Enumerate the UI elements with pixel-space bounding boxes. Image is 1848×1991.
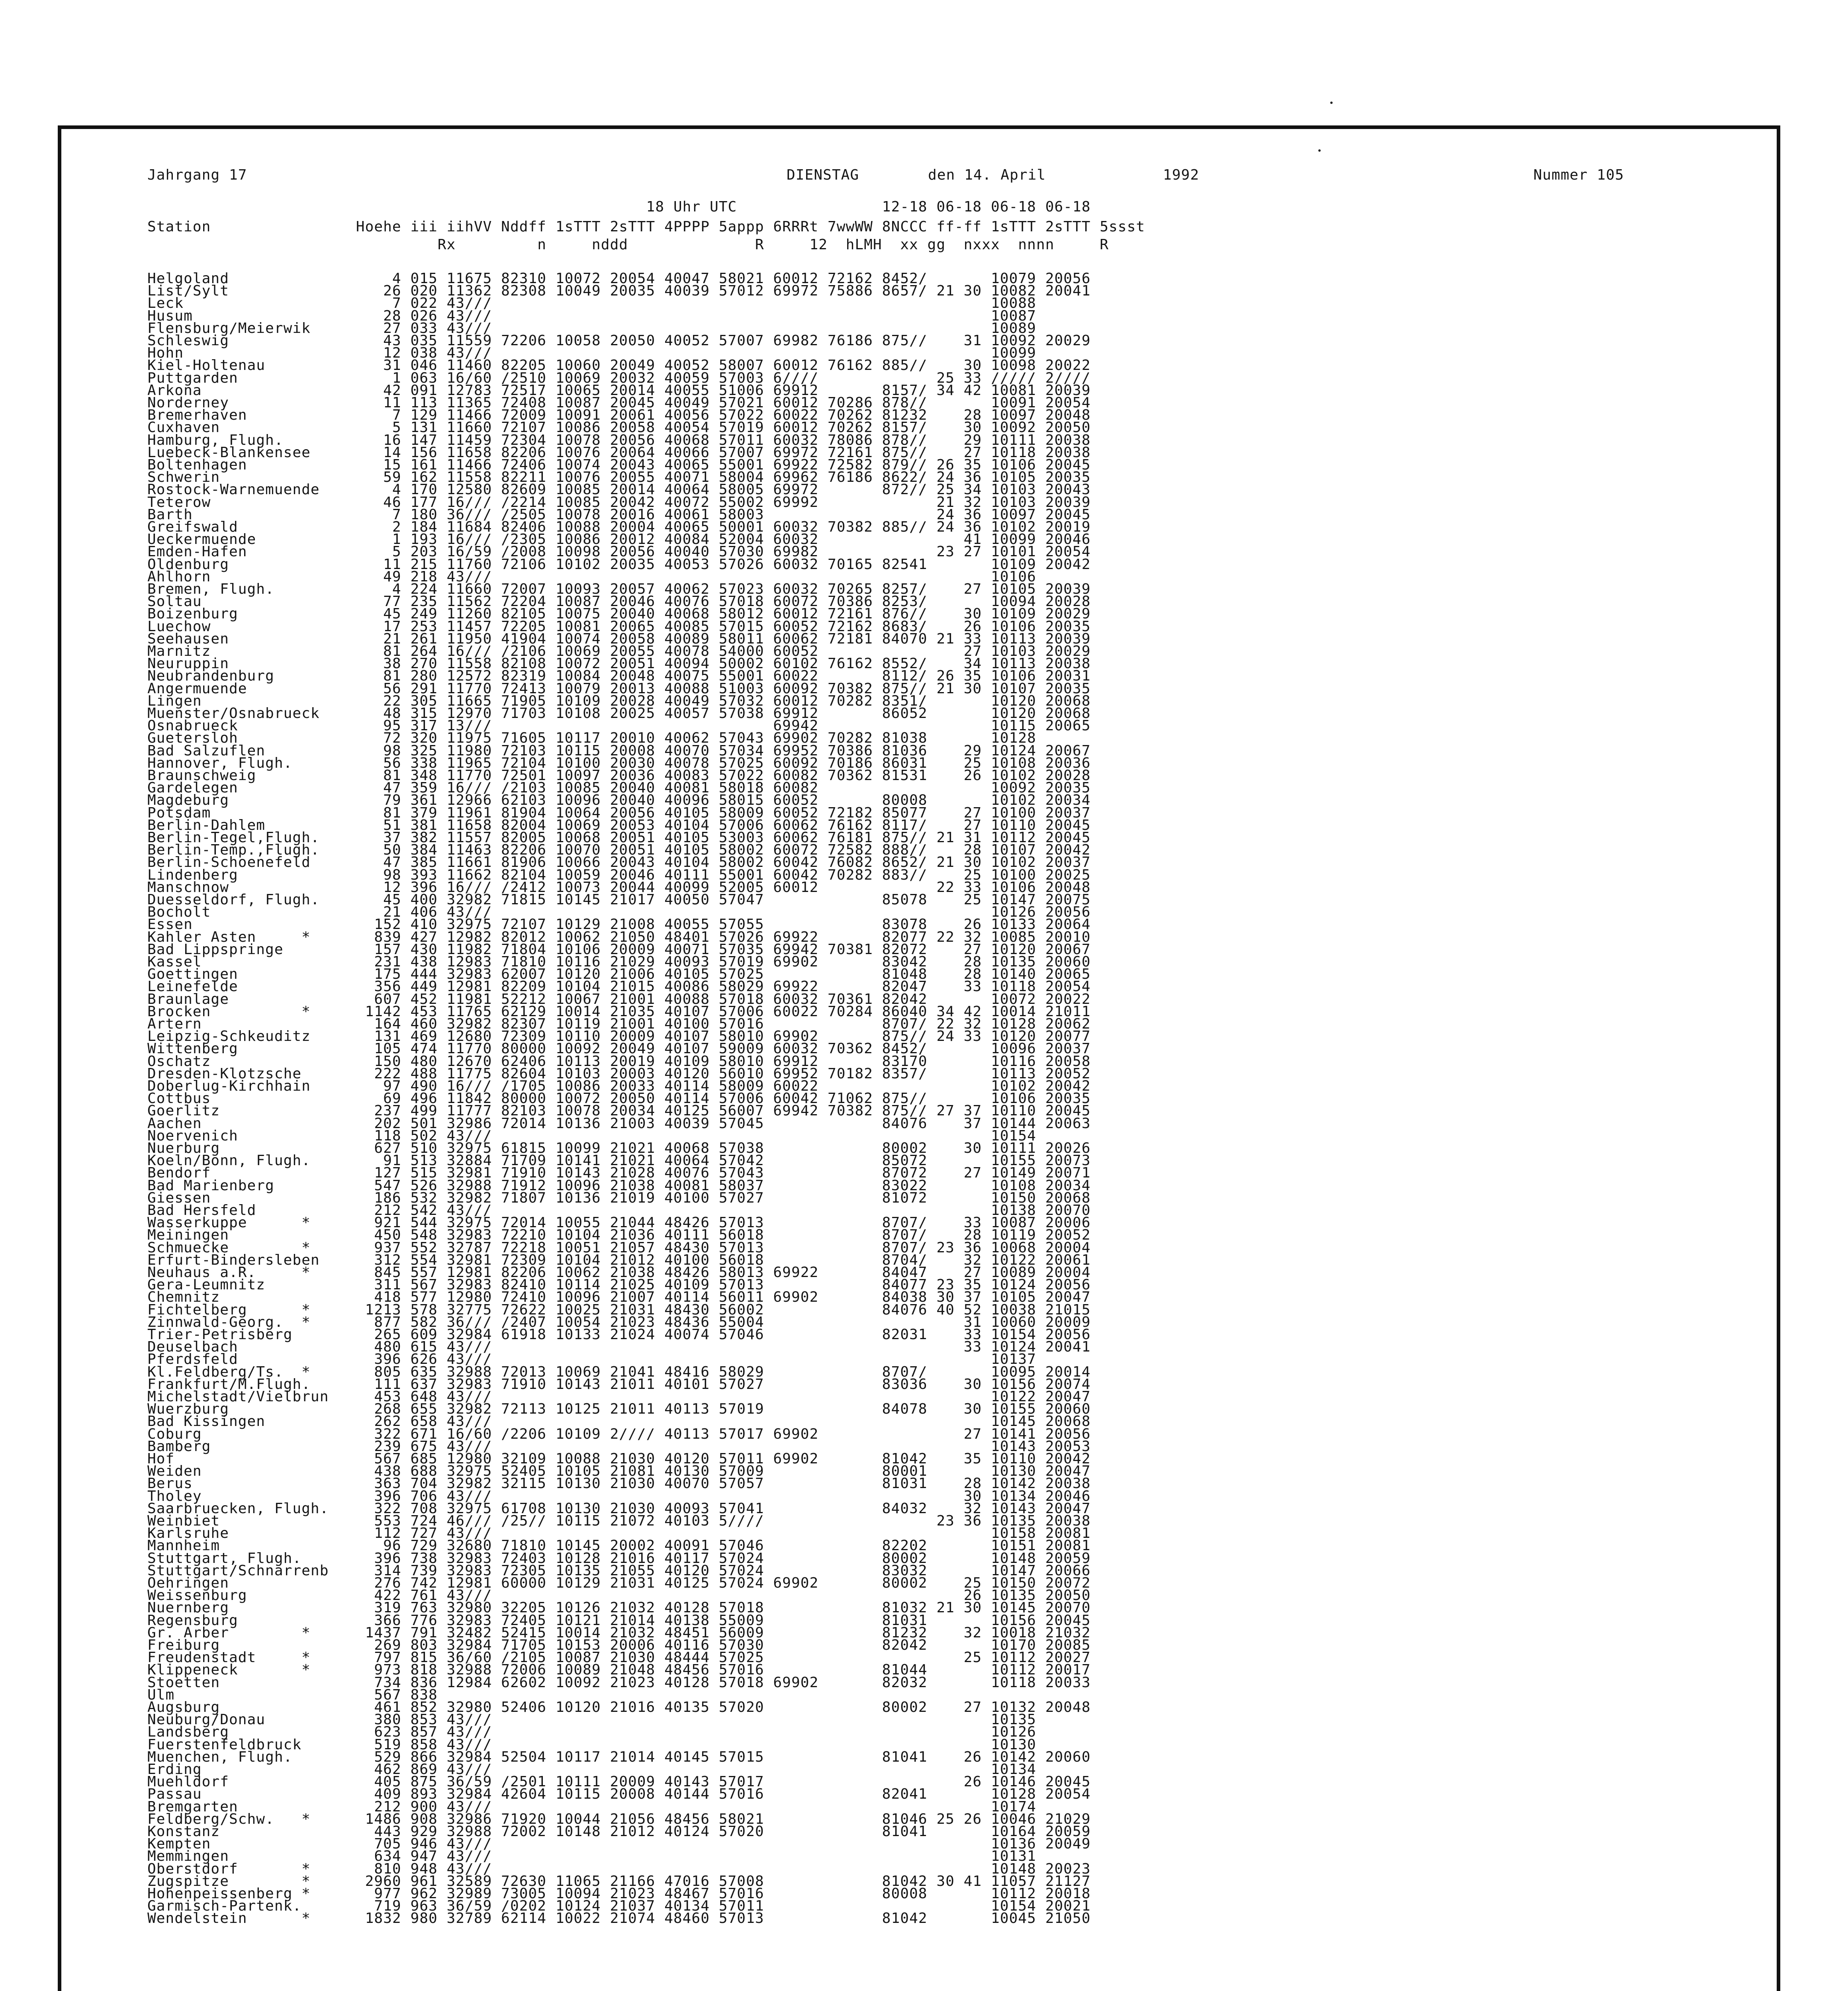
station-row: Goettingen 175 444 32983 62007 10120 21006 40105 57025 81048 28 10140 20065 bbox=[147, 966, 1091, 982]
station-row: Bremerhaven 7 129 11466 72009 10091 20061 40056 57022 60022 70262 81232 28 10097 20048 bbox=[147, 407, 1091, 423]
station-row: Marnitz 81 264 16/// /2106 10069 20055 40078 54000 60052 27 10103 20029 bbox=[147, 643, 1091, 659]
station-row: Bad Marienberg 547 526 32988 71912 10096 21038 40081 58037 83022 10108 20034 bbox=[147, 1177, 1091, 1194]
station-row: Konstanz 443 929 32988 72002 10148 21012 40124 57020 81041 10164 20059 bbox=[147, 1823, 1091, 1840]
frame-left-border bbox=[58, 125, 61, 1991]
station-row: Landsberg 623 857 43/// 10126 bbox=[147, 1724, 1036, 1740]
station-row: Bamberg 239 675 43/// 10143 20053 bbox=[147, 1438, 1091, 1455]
station-row: Neuburg/Donau 380 853 43/// 10135 bbox=[147, 1711, 1036, 1728]
issue-number: Nummer 105 bbox=[1533, 167, 1624, 183]
station-row: Oldenburg 11 215 11760 72106 10102 20035 40053 57026 60032 70165 82541 10109 20042 bbox=[147, 556, 1091, 573]
station-row: Koeln/Bonn, Flugh. 91 513 32884 71709 10141 21021 40064 57042 85072 10155 20073 bbox=[147, 1152, 1091, 1169]
station-row: Bad Kissingen 262 658 43/// 10145 20068 bbox=[147, 1413, 1091, 1430]
station-row: Bad Hersfeld 212 542 43/// 10138 20070 bbox=[147, 1202, 1091, 1218]
station-row: Wittenberg 105 474 11770 80000 10092 20049 40107 59009 60032 70362 8452/ 10096 20037 bbox=[147, 1040, 1091, 1057]
station-row: Erfurt-Bindersleben 312 554 32981 72309 10104 21012 40100 56018 8704/ 32 10122 20061 bbox=[147, 1252, 1091, 1268]
station-row: Kl.Feldberg/Ts. * 805 635 32988 72013 10069 21041 48416 58029 8707/ 10095 20014 bbox=[147, 1364, 1091, 1380]
station-row: Hannover, Flugh. 56 338 11965 72104 10100 20030 40078 57025 60092 70186 86031 25 10108 20036 bbox=[147, 755, 1091, 771]
station-row: Giessen 186 532 32982 71807 10136 21019 40100 57027 81072 10150 20068 bbox=[147, 1190, 1091, 1206]
station-row: Oehringen 276 742 12981 60000 10129 21031 40125 57024 69902 80002 25 10150 20072 bbox=[147, 1575, 1091, 1591]
station-row: Boltenhagen 15 161 11466 72406 10074 20043 40065 55001 69922 72582 879// 26 35 10106 20045 bbox=[147, 457, 1091, 473]
station-row: Schleswig 43 035 11559 72206 10058 20050 40052 57007 69982 76186 875// 31 10092 20029 bbox=[147, 332, 1091, 349]
station-row: Deuselbach 480 615 43/// 33 10124 20041 bbox=[147, 1339, 1091, 1355]
station-row: Potsdam 81 379 11961 81904 10064 20056 40105 58009 60052 72182 85077 27 10100 20037 bbox=[147, 805, 1091, 821]
station-row: Neuhaus a.R. * 845 557 12981 82206 10062 21038 48426 58013 69922 84047 27 10089 20004 bbox=[147, 1264, 1091, 1281]
weekday-label: DIENSTAG bbox=[787, 167, 859, 183]
station-row: Frankfurt/M.Flugh. 111 637 32983 71910 10143 21011 40101 57027 83036 30 10156 20074 bbox=[147, 1376, 1091, 1393]
station-row: Freudenstadt * 797 815 36/60 /2105 10087 21030 48444 57025 25 10112 20027 bbox=[147, 1649, 1091, 1666]
station-row: Angermuende 56 291 11770 72413 10079 20013 40088 51003 60092 70382 875// 21 30 10107 20035 bbox=[147, 681, 1091, 697]
station-row: Meiningen 450 548 32983 72210 10104 21036 40111 56018 8707/ 28 10119 20052 bbox=[147, 1227, 1091, 1243]
station-row: Soltau 77 235 11562 72204 10087 20046 40076 57018 60072 70386 8253/ 10094 20028 bbox=[147, 593, 1091, 610]
station-row: Erding 462 869 43/// 10134 bbox=[147, 1761, 1036, 1778]
year-label: 1992 bbox=[1163, 167, 1200, 183]
station-row: Artern 164 460 32982 82307 10119 21001 40100 57016 8707/ 22 32 10128 20062 bbox=[147, 1016, 1091, 1032]
station-row: Bremen, Flugh. 4 224 11660 72007 10093 20057 40062 57023 60032 70265 8257/ 27 10105 20039 bbox=[147, 581, 1091, 597]
station-row: Dresden-Klotzsche 222 488 11775 82604 10103 20003 40120 56010 69952 70182 8357/ 10113 20052 bbox=[147, 1066, 1091, 1082]
station-row: Trier-Petrisberg 265 609 32984 61918 10133 21024 40074 57046 82031 33 10154 20056 bbox=[147, 1326, 1091, 1343]
station-row: Berlin-Tegel,Flugh. 37 382 11557 82005 10068 20051 40105 53003 60062 76181 875// 21 31 10112 20045 bbox=[147, 829, 1091, 846]
station-row: Schmuecke * 937 552 32787 72218 10051 21057 48430 57013 8707/ 23 36 10068 20004 bbox=[147, 1240, 1091, 1256]
station-row: Zugspitze * 2960 961 32589 72630 11065 21166 47016 57008 81042 30 41 11057 21127 bbox=[147, 1873, 1091, 1889]
station-row: Puttgarden 1 063 16/60 /2510 10069 20032 40059 57003 6//// 25 33 ///// 2//// bbox=[147, 370, 1091, 386]
station-row: Essen 152 410 32975 72107 10129 21008 40055 57055 83078 26 10133 20064 bbox=[147, 916, 1091, 933]
station-row: Garmisch-Partenk. 719 963 36/59 /0202 10124 21037 40134 57011 10154 20021 bbox=[147, 1898, 1091, 1914]
station-row: Kassel 231 438 12983 71810 10116 21029 40093 57019 69902 83042 28 10135 20060 bbox=[147, 954, 1091, 970]
station-row: Neuruppin 38 270 11558 82108 10072 20051 40094 50002 60102 76162 8552/ 34 10113 20038 bbox=[147, 655, 1091, 672]
station-row: Stuttgart, Flugh. 396 738 32983 72403 10128 21016 40117 57024 80002 10148 20059 bbox=[147, 1550, 1091, 1567]
station-row: Weiden 438 688 32975 52405 10105 21081 40130 57009 80001 10130 20047 bbox=[147, 1463, 1091, 1479]
station-row: Duesseldorf, Flugh. 45 400 32982 71815 10145 21017 40050 57047 85078 25 10147 20075 bbox=[147, 892, 1091, 908]
station-row: Wasserkuppe * 921 544 32975 72014 10055 21044 48426 57013 8707/ 33 10087 20006 bbox=[147, 1215, 1091, 1231]
station-row: Braunschweig 81 348 11770 72501 10097 20036 40083 57022 60082 70362 81531 26 10102 20028 bbox=[147, 767, 1091, 784]
station-row: Luebeck-Blankensee 14 156 11658 82206 10076 20064 40066 57007 69972 72161 875// 27 10118 20038 bbox=[147, 444, 1091, 461]
station-row: Feldberg/Schw. * 1486 908 32986 71920 10044 21056 48456 58021 81046 25 26 10046 21029 bbox=[147, 1811, 1091, 1827]
station-row: Lindenberg 98 393 11662 82104 10059 20046 40111 55001 60042 70282 883// 25 10100 20025 bbox=[147, 867, 1091, 883]
station-row: Guetersloh 72 320 11975 71605 10117 20010 40062 57043 69902 70282 81038 10128 bbox=[147, 730, 1036, 746]
station-row: Freiburg 269 803 32984 71705 10153 20006 40116 57030 82042 10170 20085 bbox=[147, 1637, 1091, 1653]
station-row: Berlin-Dahlem 51 381 11658 82004 10069 20053 40104 57006 60062 76162 8117/ 27 10110 20045 bbox=[147, 817, 1091, 833]
station-row: Kiel-Holtenau 31 046 11460 82205 10060 20049 40052 58007 60012 76162 885// 30 10098 20022 bbox=[147, 357, 1091, 374]
station-row: Osnabrueck 95 317 13/// 69942 10115 20065 bbox=[147, 718, 1091, 734]
station-row: Michelstadt/Vielbrun 453 648 43/// 10122 20047 bbox=[147, 1389, 1091, 1405]
station-row: Hohn 12 038 43/// 10099 bbox=[147, 345, 1036, 361]
station-row: Kempten 705 946 43/// 10136 20049 bbox=[147, 1836, 1091, 1852]
station-row: Pferdsfeld 396 626 43/// 10137 bbox=[147, 1351, 1036, 1367]
scan-speck bbox=[1318, 149, 1321, 152]
station-row: Lingen 22 305 11665 71905 10109 20028 40049 57032 60012 70282 8351/ 10120 20068 bbox=[147, 693, 1091, 709]
station-row: Schwerin 59 162 11558 82211 10076 20055 40071 58004 69962 76186 8622/ 24 36 10105 20035 bbox=[147, 469, 1091, 485]
column-header-line: 18 Uhr UTC 12-18 06-18 06-18 06-18 bbox=[147, 199, 1091, 215]
station-row: Doberlug-Kirchhain 97 490 16/// /1705 10086 20033 40114 58009 60022 10102 20042 bbox=[147, 1078, 1091, 1094]
station-row: Oschatz 150 480 12670 62406 10113 20019 40109 58010 69912 83170 10116 20058 bbox=[147, 1053, 1091, 1070]
frame-top-border bbox=[58, 125, 1780, 129]
station-row: Cottbus 69 496 11842 80000 10072 20050 40114 57006 60042 71062 875// 10106 20035 bbox=[147, 1090, 1091, 1107]
station-row: Oberstdorf * 810 948 43/// 10148 20023 bbox=[147, 1861, 1091, 1877]
station-row: Teterow 46 177 16/// /2214 10085 20042 40072 55002 69992 21 32 10103 20039 bbox=[147, 494, 1091, 510]
station-row: Rostock-Warnemuende 4 170 12580 82609 10085 20014 40064 58005 69972 872// 25 34 10103 20043 bbox=[147, 481, 1091, 498]
station-row: Regensburg 366 776 32983 72405 10121 21014 40138 55009 81031 10156 20045 bbox=[147, 1612, 1091, 1629]
station-row: Saarbruecken, Flugh. 322 708 32975 61708 10130 21030 40093 57041 84032 32 10143 20047 bbox=[147, 1500, 1091, 1517]
station-row: List/Sylt 26 020 11362 82308 10049 20035 40039 57012 69972 75886 8657/ 21 30 10082 20041 bbox=[147, 283, 1091, 299]
station-row: Gr. Arber * 1437 791 32482 52415 10014 21032 48451 56009 81232 32 10018 21032 bbox=[147, 1625, 1091, 1641]
station-row: Muenster/Osnabrueck 48 315 12970 71703 10108 20025 40057 57038 69912 86052 10120 20068 bbox=[147, 705, 1091, 722]
station-row: Berlin-Schoenefeld 47 385 11661 81906 10066 20043 40104 58002 60042 76082 8652/ 21 30 10102 20037 bbox=[147, 854, 1091, 870]
station-row: Gardelegen 47 359 16/// /2103 10085 20040 40081 58018 60082 10092 20035 bbox=[147, 780, 1091, 796]
station-row: Luechow 17 253 11457 72205 10081 20065 40085 57015 60052 72162 8683/ 26 10106 20035 bbox=[147, 618, 1091, 635]
station-row: Norderney 11 113 11365 72408 10087 20045 40049 57021 60012 70286 878// 10091 20054 bbox=[147, 395, 1091, 411]
station-row: Boizenburg 45 249 11260 82105 10075 20040 40068 58012 60012 72161 876// 30 10109 20029 bbox=[147, 606, 1091, 622]
station-row: Magdeburg 79 361 12966 62103 10096 20040 40096 58015 60052 80008 10102 20034 bbox=[147, 792, 1091, 808]
station-row: Barth 7 180 36/// /2505 10078 20016 40061 58003 24 36 10097 20045 bbox=[147, 507, 1091, 523]
station-row: Goerlitz 237 499 11777 82103 10078 20034 40125 56007 69942 70382 875// 27 37 10110 20045 bbox=[147, 1103, 1091, 1119]
station-row: Stuttgart/Schnarrenb 314 739 32983 72305 10135 21055 40120 57024 83032 10147 20066 bbox=[147, 1563, 1091, 1579]
station-row: Karlsruhe 112 727 43/// 10158 20081 bbox=[147, 1525, 1091, 1541]
station-row: Noervenich 118 502 43/// 10154 bbox=[147, 1128, 1036, 1144]
station-row: Seehausen 21 261 11950 41904 10074 20058 40089 58011 60062 72181 84070 21 33 10113 20039 bbox=[147, 631, 1091, 647]
date-label: den 14. April bbox=[928, 167, 1046, 183]
station-row: Hohenpeissenberg * 977 962 32989 73005 10094 21023 48467 57016 80008 10112 20018 bbox=[147, 1885, 1091, 1902]
station-row: Bad Lippspringe 157 430 11982 71804 10106 20009 40071 57035 69942 70381 82072 27 10120 20067 bbox=[147, 941, 1091, 958]
station-row: Gera-Leumnitz 311 567 32983 82410 10114 21025 40109 57013 84077 23 35 10124 20056 bbox=[147, 1277, 1091, 1293]
station-row: Mannheim 96 729 32680 71810 10145 20002 40091 57046 82202 10151 20081 bbox=[147, 1537, 1091, 1554]
station-row: Arkona 42 091 12783 72517 10065 20014 40055 51006 69912 8157/ 34 42 10081 20039 bbox=[147, 382, 1091, 399]
station-row: Augsburg 461 852 32980 52406 10120 21016 40135 57020 80002 27 10132 20048 bbox=[147, 1699, 1091, 1715]
station-row: Braunlage 607 452 11981 52212 10067 21001 40088 57018 60032 70361 82042 10072 20022 bbox=[147, 991, 1091, 1007]
station-row: Nuernberg 319 763 32980 32205 10126 21032 40128 57018 81032 21 30 10145 20070 bbox=[147, 1600, 1091, 1616]
station-row: Wendelstein * 1832 980 32789 62114 10022 21074 48460 57013 81042 10045 21050 bbox=[147, 1910, 1091, 1926]
jahrgang-label: Jahrgang 17 bbox=[147, 167, 247, 183]
frame-right-border bbox=[1777, 125, 1780, 1991]
station-row: Fuerstenfeldbruck 519 858 43/// 10130 bbox=[147, 1737, 1036, 1753]
station-row: Tholey 396 706 43/// 30 10134 20046 bbox=[147, 1488, 1091, 1504]
station-row: Nuerburg 627 510 32975 61815 10099 21021 40068 57038 80002 30 10111 20026 bbox=[147, 1140, 1091, 1156]
station-row: Fichtelberg * 1213 578 32775 72622 10025 21031 48430 56002 84076 40 52 10038 21015 bbox=[147, 1302, 1091, 1318]
station-row: Berlin-Temp.,Flugh. 50 384 11463 82206 10070 20051 40105 58002 60072 72582 888// 28 10107 20042 bbox=[147, 842, 1091, 858]
station-row: Berus 363 704 32982 32115 10130 21030 40070 57057 81031 28 10142 20038 bbox=[147, 1475, 1091, 1492]
station-row: Cuxhaven 5 131 11660 72107 10086 20058 40054 57019 60012 70262 8157/ 30 10092 20050 bbox=[147, 419, 1091, 436]
station-row: Wuerzburg 268 655 32982 72113 10125 21011 40113 57019 84078 30 10155 20060 bbox=[147, 1401, 1091, 1417]
column-header-line: Station Hoehe iii iihVV Nddff 1sTTT 2sTTT 4PPPP 5appp 6RRRt 7wwWW 8NCCC ff-ff 1sTTT 2sTTT 5ssst bbox=[147, 219, 1145, 235]
station-row: Hamburg, Flugh. 16 147 11459 72304 10078 20056 40068 57011 60032 78086 878// 29 10111 20038 bbox=[147, 432, 1091, 448]
station-row: Kahler Asten * 839 427 12982 82012 10062 21050 48401 57026 69922 82077 22 32 10085 20010 bbox=[147, 929, 1091, 945]
station-row: Coburg 322 671 16/60 /2206 10109 2//// 40113 57017 69902 27 10141 20056 bbox=[147, 1426, 1091, 1442]
station-row: Brocken * 1142 453 11765 62129 10014 21035 40107 57006 60022 70284 86040 34 42 10014 21011 bbox=[147, 1003, 1091, 1020]
station-row: Neubrandenburg 81 280 12572 82319 10084 20048 40075 55001 60022 8112/ 26 35 10106 20031 bbox=[147, 668, 1091, 684]
scan-speck bbox=[1330, 102, 1333, 104]
station-row: Greifswald 2 184 11684 82406 10088 20004 40065 50001 60032 70382 885// 24 36 10102 20019 bbox=[147, 519, 1091, 535]
station-row: Klippeneck * 973 818 32988 72006 10089 21048 48456 57016 81044 10112 20017 bbox=[147, 1662, 1091, 1678]
station-row: Helgoland 4 015 11675 82310 10072 20054 40047 58021 60012 72162 8452/ 10079 20056 bbox=[147, 270, 1091, 287]
station-row: Passau 409 893 32984 42604 10115 20008 40144 57016 82041 10128 20054 bbox=[147, 1786, 1091, 1802]
station-row: Bocholt 21 406 43/// 10126 20056 bbox=[147, 904, 1091, 920]
station-row: Ueckermuende 1 193 16/// /2305 10086 20012 40084 52004 60032 41 10099 20046 bbox=[147, 531, 1091, 548]
station-row: Hof 567 685 12980 32109 10088 21030 40120 57011 69902 81042 35 10110 20042 bbox=[147, 1451, 1091, 1467]
station-row: Aachen 202 501 32986 72014 10136 21003 40039 57045 84076 37 10144 20063 bbox=[147, 1115, 1091, 1132]
station-row: Husum 28 026 43/// 10087 bbox=[147, 308, 1036, 324]
station-row: Ulm 567 838 bbox=[147, 1687, 438, 1703]
station-row: Manschnow 12 396 16/// /2412 10073 20044 40099 52005 60012 22 33 10106 20048 bbox=[147, 879, 1091, 896]
station-row: Flensburg/Meierwik 27 033 43/// 10089 bbox=[147, 320, 1036, 336]
station-row: Bendorf 127 515 32981 71910 10143 21028 40076 57043 87072 27 10149 20071 bbox=[147, 1165, 1091, 1181]
station-row: Weissenburg 422 761 43/// 26 10135 20050 bbox=[147, 1587, 1091, 1604]
station-row: Bad Salzuflen 98 325 11980 72103 10115 20008 40070 57034 69952 70386 81036 29 10124 20067 bbox=[147, 743, 1091, 759]
station-row: Leipzig-Schkeuditz 131 469 12680 72309 10110 20009 40107 58010 69902 875// 24 33 10120 20077 bbox=[147, 1028, 1091, 1044]
station-row: Leinefelde 356 449 12981 82209 10104 21015 40086 58029 69922 82047 33 10118 20054 bbox=[147, 978, 1091, 995]
station-row: Bremgarten 212 900 43/// 10174 bbox=[147, 1799, 1036, 1815]
station-row: Zinnwald-Georg. * 877 582 36/// /2407 10054 21023 48436 55004 31 10060 20009 bbox=[147, 1314, 1091, 1330]
station-row: Stoetten 734 836 12984 62602 10092 21023 40128 57018 69902 82032 10118 20033 bbox=[147, 1674, 1091, 1691]
station-row: Chemnitz 418 577 12980 72410 10096 21007 40114 56011 69902 84038 30 37 10105 20047 bbox=[147, 1289, 1091, 1305]
column-header-line: Rx n nddd R 12 hLMH xx gg nxxx nnnn R bbox=[147, 237, 1109, 253]
station-row: Emden-Hafen 5 203 16/59 /2008 10098 20056 40040 57030 69982 23 27 10101 20054 bbox=[147, 544, 1091, 560]
station-row: Ahlhorn 49 218 43/// 10106 bbox=[147, 569, 1036, 585]
station-row: Memmingen 634 947 43/// 10131 bbox=[147, 1848, 1036, 1864]
station-row: Muenchen, Flugh. 529 866 32984 52504 10117 21014 40145 57015 81041 26 10142 20060 bbox=[147, 1749, 1091, 1765]
station-row: Muehldorf 405 875 36/59 /2501 10111 20009 40143 57017 26 10146 20045 bbox=[147, 1774, 1091, 1790]
station-row: Weinbiet 553 724 46/// /25// 10115 21072 40103 5//// 23 36 10135 20038 bbox=[147, 1513, 1091, 1529]
station-row: Leck 7 022 43/// 10088 bbox=[147, 295, 1036, 311]
